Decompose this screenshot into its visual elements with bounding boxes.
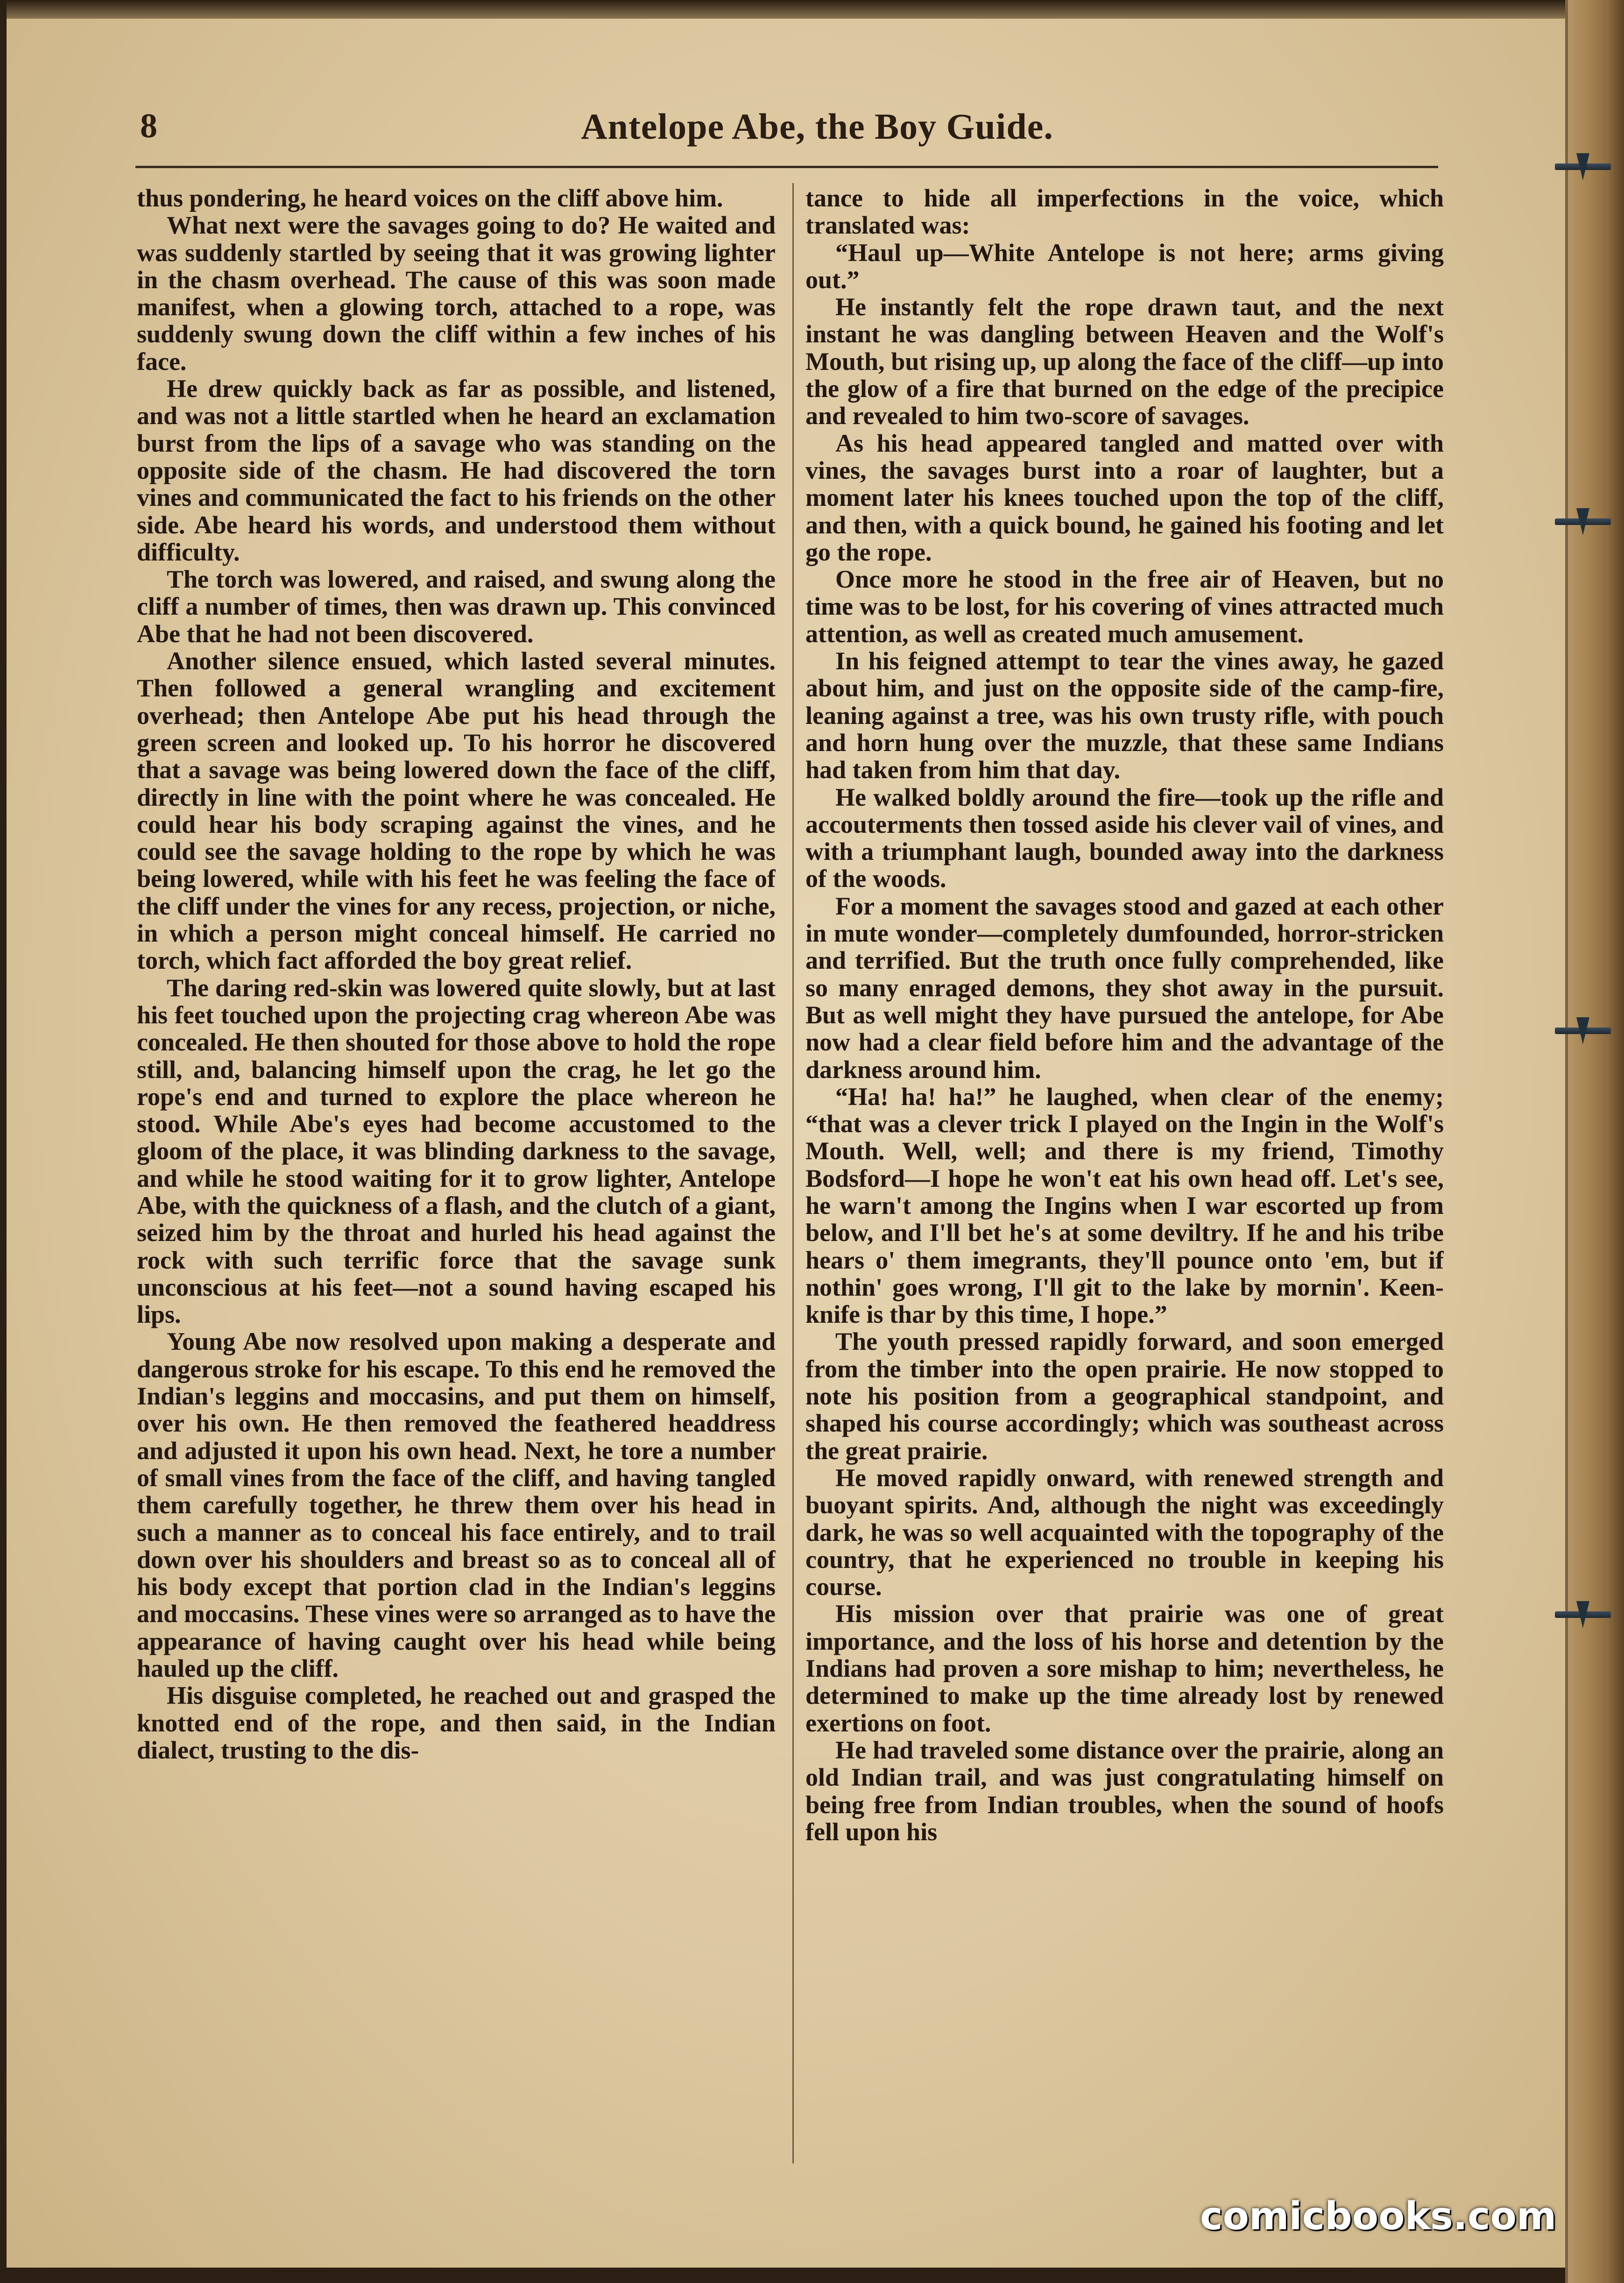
text-column-left — [137, 184, 776, 2165]
paragraph: He had traveled some distance over the prairie, along an old Indian trail, and was just congratulating himself on being free from Indian troubles, when the sound of hoofs fell upon his — [805, 1736, 1444, 1846]
paragraph: The daring red-skin was lowered quite slowly, but at last his feet touched upon the projecting crag whereon Abe was concealed. He then shouted for those above to hold the rope still, and, balancing himself upon the crag, he let go the rope's end and turned to explore the place whereon he stood. While Abe's eyes had become accustomed to the gloom of the place, it was blinding darkness to the savage, and while he stood waiting for it to grow lighter, Antelope Abe, with the quickness of a flash, and the clutch of a giant, seized him by the throat and hurled his head against the rock with such terrific force that the savage sunk unconscious at his feet—not a sound having escaped his lips. — [137, 973, 776, 1329]
paragraph: Young Abe now resolved upon making a desperate and dangerous stroke for his escape. To this end he removed the Indian's leggins and moccasins, and put them on himself, over his own. He then removed the feathered headdress and adjusted it upon his own head. Next, he tore a number of small vines from the face of the cliff, and having tangled them carefully together, he threw them over his head in such a manner as to conceal his face entirely, and to trail down over his shoulders and breast so as to conceal all of his body except that portion clad in the Indian's leggins and moccasins. These vines were so arranged as to have the appearance of having caught over his head while being hauled up the cliff. — [137, 1327, 776, 1683]
staple-icon — [1555, 1611, 1611, 1618]
column-divider — [792, 183, 794, 2163]
scan-bottom-edge — [0, 2268, 1624, 2283]
paragraph: His mission over that prairie was one of great importance, and the loss of his horse and detention by the Indians had proven a sore mishap to him; nevertheless, he determined to make up the time already lost by renewed exertions on foot. — [805, 1600, 1444, 1737]
paragraph: He instantly felt the rope drawn taut, and the next instant he was dangling between Heaven and the Wolf's Mouth, but rising up, up along the face of the cliff—up into the glow of a fire that burned on the edge of the precipice and revealed to him two-score of savages. — [805, 293, 1444, 430]
paragraph: thus pondering, he heard voices on the cliff above him. — [137, 184, 723, 212]
paragraph: Another silence ensued, which lasted several minutes. Then followed a general wrangling and excitement overhead; then Antelope Abe put his head through the green screen and looked up. To his horror he discovered that a savage was being lowered down the face of the cliff, directly in line with the point where he was concealed. He could hear his body scraping against the vines, and he could see the savage holding to the rope by which he was being lowered, while with his feet he was feeling the face of the cliff under the vines for any recess, projection, or niche, in which a person might conceal himself. He carried no torch, which fact afforded the boy great relief. — [137, 647, 776, 975]
paragraph: “Haul up—White Antelope is not here; arms giving out.” — [805, 238, 1444, 294]
running-head: Antelope Abe, the Boy Guide. — [581, 106, 1053, 147]
header-rule — [135, 166, 1438, 168]
staple-icon — [1555, 163, 1611, 170]
paragraph: In his feigned attempt to tear the vines away, he gazed about him, and just on the opposite side of the camp-fire, leaning against a tree, was his own trusty rifle, with pouch and horn hung over the muzzle, that these same Indians had taken from him that day. — [805, 647, 1444, 784]
staple-icon — [1555, 1028, 1611, 1034]
text-column-right — [805, 184, 1444, 2165]
scan-left-edge — [0, 0, 7, 2283]
page-number: 8 — [140, 107, 157, 145]
paragraph: tance to hide all imperfections in the voice, which translated was: — [805, 184, 1444, 240]
paragraph: For a moment the savages stood and gazed at each other in mute wonder—completely dumfounded, horror-stricken and terrified. But the truth once fully comprehended, like so many enraged demons, they shot away in the pursuit. But as well might they have pursued the antelope, for Abe now had a clear field before him and the advantage of the darkness around him. — [805, 892, 1444, 1084]
paragraph: “Ha! ha! ha!” he laughed, when clear of the enemy; “that was a clever trick I played on the Ingin in the Wolf's Mouth. Well, well; and there is my friend, Timothy Bodsford—I hope he won't eat his own head off. Let's see, he warn't among the Ingins when I war escorted up from below, and I'll bet he's at some deviltry. If he and his tribe hears o' them imegrants, they'll pounce onto 'em, but if nothin' goes wrong, I'll git to the lake by mornin'. Keen-knife is thar by this time, I hope.” — [805, 1082, 1444, 1329]
scan-top-edge — [0, 0, 1624, 19]
paragraph: The torch was lowered, and raised, and swung along the cliff a number of times, then was drawn up. This convinced Abe that he had not been discovered. — [137, 565, 776, 648]
site-watermark: comicbooks.com — [1200, 2194, 1557, 2239]
paragraph: His disguise completed, he reached out and grasped the knotted end of the rope, and then said, in the Indian dialect, trusting to the dis- — [137, 1681, 776, 1764]
paragraph: He drew quickly back as far as possible, and listened, and was not a little startled when he heard an exclamation burst from the lips of a savage who was standing on the opposite side of the chasm. He had discovered the torn vines and communicated the fact to his friends on the other side. Abe heard his words, and understood them without difficulty. — [137, 375, 776, 566]
paragraph: Once more he stood in the free air of Heaven, but no time was to be lost, for his covering of vines attracted much attention, as well as created much amusement. — [805, 565, 1444, 648]
paragraph: The youth pressed rapidly forward, and soon emerged from the timber into the open prairie. He now stopped to note his position from a geographical standpoint, and shaped his course accordingly; which was southeast across the great prairie. — [805, 1327, 1444, 1465]
paragraph: As his head appeared tangled and matted over with vines, the savages burst into a roar of laughter, but a moment later his knees touched upon the top of the cliff, and then, with a quick bound, he gained his footing and let go the rope. — [805, 429, 1444, 566]
staple-icon — [1555, 518, 1611, 525]
paragraph: What next were the savages going to do? He waited and was suddenly startled by seeing that it was growing lighter in the chasm overhead. The cause of this was soon made manifest, when a glowing torch, attached to a rope, was suddenly swung down the cliff within a few inches of his face. — [137, 211, 776, 376]
paragraph: He walked boldly around the fire—took up the rifle and accouterments then tossed aside his clever vail of vines, and with a triumphant laugh, bounded away into the darkness of the woods. — [805, 783, 1444, 893]
paragraph: He moved rapidly onward, with renewed strength and buoyant spirits. And, although the night was exceedingly dark, he was so well acquainted with the topography of the country, that he experienced no trouble in keeping his course. — [805, 1463, 1444, 1601]
binding-spine — [1568, 0, 1624, 2283]
